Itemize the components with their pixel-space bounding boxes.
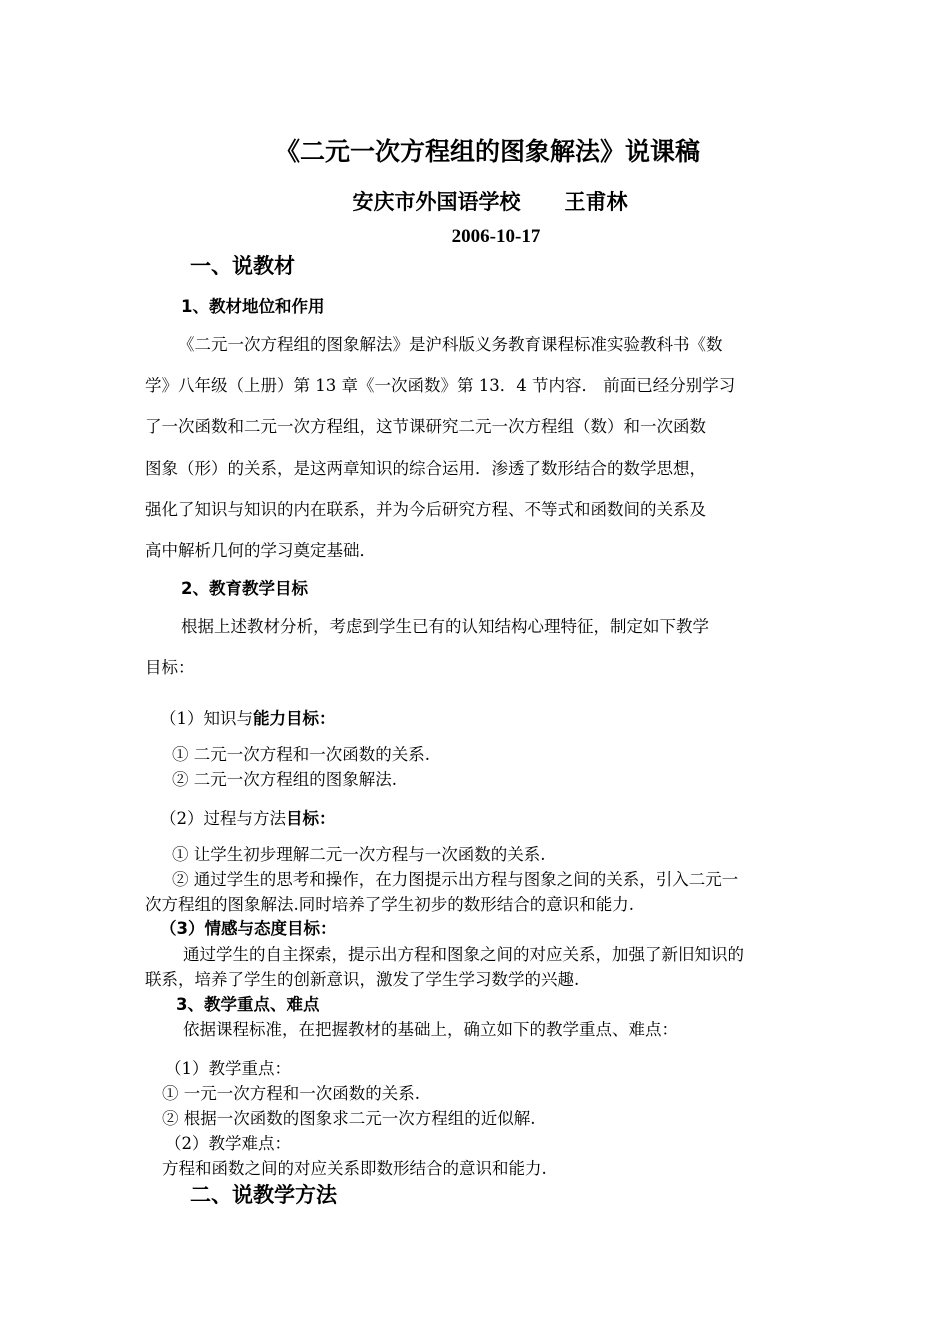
- list-item: ② 二元一次方程组的图象解法.: [172, 770, 397, 789]
- list-item: ② 通过学生的思考和操作，在力图提示出方程与图象之间的关系，引入二元一: [172, 870, 739, 889]
- author-name: 王甫林: [564, 189, 628, 214]
- list-item: ① 让学生初步理解二元一次方程与一次函数的关系.: [172, 845, 546, 864]
- paragraph-line: 强化了知识与知识的内在联系，并为今后研究方程、不等式和函数间的关系及: [145, 500, 706, 519]
- document-date: 2006-10-17: [451, 226, 541, 247]
- paragraph-line: 高中解析几何的学习奠定基础．: [145, 541, 376, 560]
- key-points-label: （1）教学重点：: [165, 1059, 291, 1078]
- goal-label-knowledge: [160, 705, 336, 729]
- list-item: ② 根据一次函数的图象求二元一次方程组的近似解.: [162, 1109, 536, 1128]
- paragraph-line: 目标：: [145, 658, 195, 677]
- section-heading-textbook: 一、说教材: [190, 254, 295, 278]
- paragraph-line: 《二元一次方程组的图象解法》是沪科版义务教育课程标准实验教科书《数: [178, 335, 723, 354]
- goal-label-part: （2）过程与方法: [160, 809, 286, 828]
- section-heading-methods: 二、说教学方法: [190, 1183, 337, 1207]
- author-school: 安庆市外国语学校: [352, 189, 521, 214]
- difficult-points-label: （2）教学难点：: [165, 1134, 291, 1153]
- list-item: ① 一元一次方程和一次函数的关系.: [162, 1084, 420, 1103]
- paragraph-line: 通过学生的自主探索，提示出方程和图象之间的对应关系，加强了新旧知识的: [183, 945, 744, 964]
- paragraph-line: 学》八年级（上册）第 13 章《一次函数》第 13．4 节内容． 前面已经分别学习: [145, 376, 736, 395]
- goal-label-part: （1）知识与: [160, 709, 253, 728]
- subsection-heading-goals: 2、教育教学目标: [181, 579, 308, 598]
- goal-label-part: 目标：: [286, 809, 336, 828]
- list-item: ① 二元一次方程和一次函数的关系.: [172, 745, 430, 764]
- author-line: [0, 186, 950, 216]
- subsection-heading-key-points: 3、教学重点、难点: [176, 995, 320, 1014]
- paragraph-line: 了一次函数和二元一次方程组，这节课研究二元一次方程组（数）和一次函数: [145, 417, 706, 436]
- goal-label-part: 能力目标：: [253, 709, 336, 728]
- paragraph-line: 方程和函数之间的对应关系即数形结合的意识和能力.: [162, 1159, 547, 1178]
- paragraph-line: 联系，培养了学生的创新意识，激发了学生学习数学的兴趣.: [145, 970, 580, 989]
- subsection-heading-position: 1、教材地位和作用: [181, 297, 325, 316]
- list-item: 次方程组的图象解法.同时培养了学生初步的数形结合的意识和能力.: [145, 895, 634, 914]
- paragraph-line: 图象（形）的关系，是这两章知识的综合运用．渗透了数形结合的数学思想，: [145, 459, 706, 478]
- goal-label-process: [160, 805, 336, 829]
- document-title: 《二元一次方程组的图象解法》说课稿: [274, 137, 700, 166]
- paragraph-line: 依据课程标准，在把握教材的基础上，确立如下的教学重点、难点：: [183, 1020, 678, 1039]
- goal-label-attitude: （3）情感与态度目标：: [160, 919, 337, 938]
- paragraph-line: 根据上述教材分析，考虑到学生已有的认知结构心理特征，制定如下教学: [181, 617, 709, 636]
